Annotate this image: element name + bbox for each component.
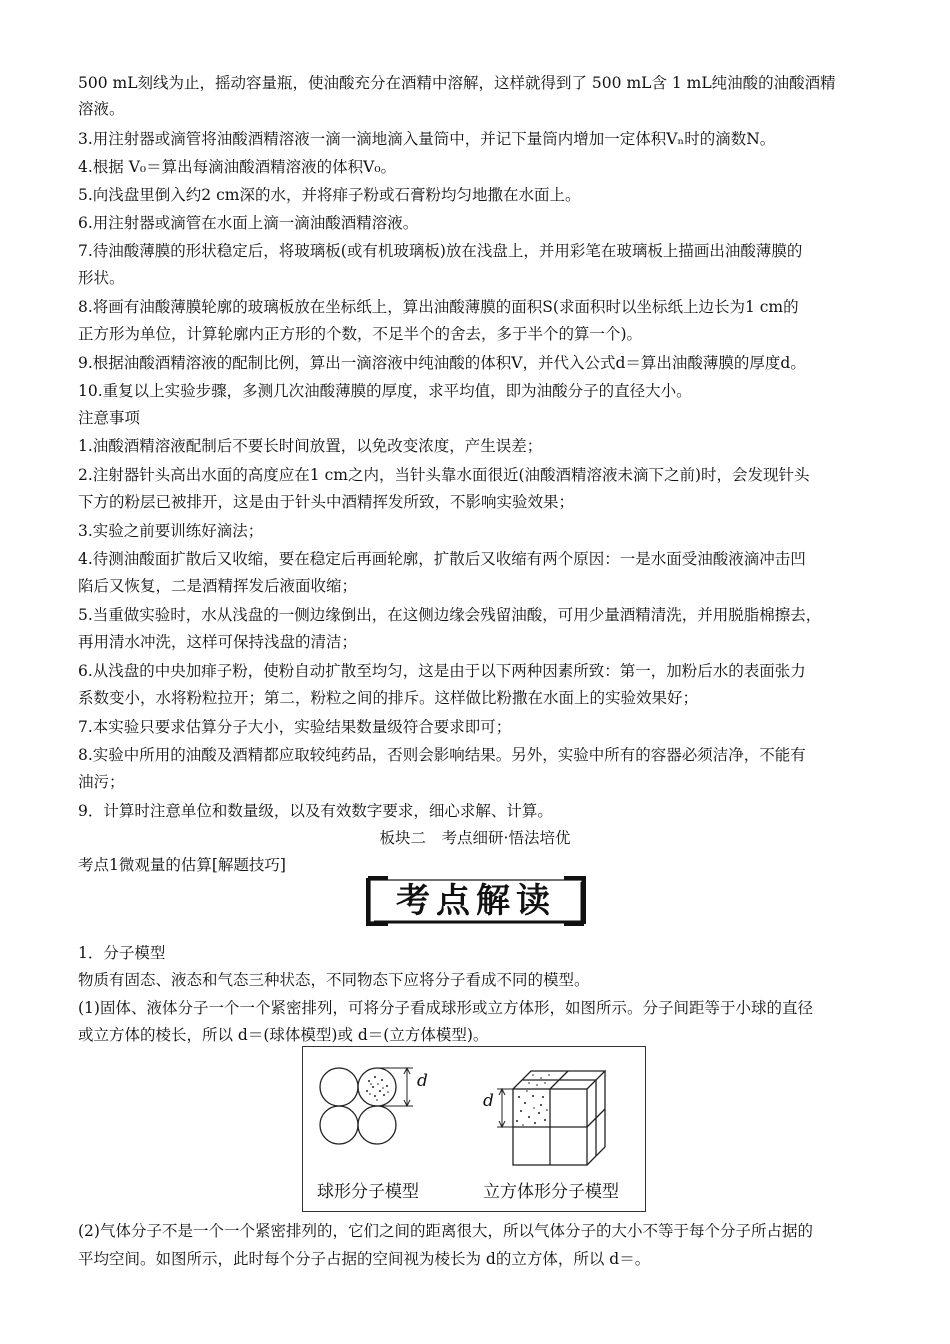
section-heading: 板块二 考点细研·悟法培优 [379, 829, 571, 847]
notes-heading: 注意事项 [78, 409, 141, 427]
banner-title: 考点解读 [396, 881, 556, 921]
caption-cube: 立方体形分子模型 [483, 1182, 619, 1202]
text-line: 或立方体的棱长，所以 d＝(球体模型)或 d＝(立方体模型)。 [78, 1026, 489, 1044]
text-line: 再用清水冲洗，这样可保持浅盘的清洁； [78, 633, 358, 651]
text-line: 7.本实验只要求估算分子大小，实验结果数量级符合要求即可； [78, 718, 512, 736]
cube-model [513, 1071, 605, 1165]
text-line: 1.油酸酒精溶液配制后不要长时间放置，以免改变浓度，产生误差； [78, 437, 543, 455]
text-line: 9．计算时注意单位和数量级，以及有效数字要求，细心求解、计算。 [78, 802, 553, 820]
text-line: 2.注射器针头高出水面的高度应在1 cm之内，当针头靠水面很近(油酸酒精溶液未滴下之前)时，会发现针头 [78, 466, 810, 484]
text-line: 4.根据 V₀＝算出每滴油酸酒精溶液的体积V₀。 [78, 158, 397, 176]
text-line: 物质有固态、液态和气态三种状态，不同物态下应将分子看成不同的模型。 [78, 971, 590, 989]
banner [366, 876, 586, 926]
text-line: 8.将画有油酸薄膜轮廓的玻璃板放在坐标纸上，算出油酸薄膜的面积S(求面积时以坐标纸上边长为1 cm的 [78, 298, 799, 316]
text-line: 系数变小，水将粉粒拉开；第二，粉粒之间的排斥。这样做比粉撒在水面上的实验效果好； [78, 689, 699, 707]
cube-dots [516, 1074, 550, 1126]
text-line: 4.待测油酸面扩散后又收缩，要在稳定后再画轮廓，扩散后又收缩有两个原因：一是水面受油酸液滴冲击凹 [78, 550, 806, 568]
text-line: 6.用注射器或滴管在水面上滴一滴油酸酒精溶液。 [78, 214, 419, 232]
text-line: 500 mL刻线为止，摇动容量瓶，使油酸充分在酒精中溶解，这样就得到了 500 mL含 1 mL纯油酸的油酸酒精 [78, 74, 836, 92]
cube-d-label: d [483, 1091, 494, 1111]
text-line: 7.待油酸薄膜的形状稳定后，将玻璃板(或有机玻璃板)放在浅盘上，并用彩笔在玻璃板上描画出油酸薄膜的 [78, 242, 803, 260]
text-line: 3.实验之前要训练好滴法； [78, 522, 264, 540]
molecule-model-figure [302, 1046, 646, 1212]
text-line: (1)固体、液体分子一个一个紧密排列，可将分子看成球形或立方体形，如图所示。分子间距等于小球的直径 [78, 999, 813, 1017]
topic-heading: 考点1微观量的估算[解题技巧] [78, 856, 286, 874]
sphere-d-label: d [417, 1071, 428, 1091]
text-line: 3.用注射器或滴管将油酸酒精溶液一滴一滴地滴入量筒中，并记下量筒内增加一定体积Vₙ时的滴数N。 [78, 130, 776, 148]
text-line: 9.根据油酸酒精溶液的配制比例，算出一滴溶液中纯油酸的体积V，并代入公式d＝算出油酸薄膜的厚度d。 [78, 354, 806, 372]
text-line: 平均空间。如图所示，此时每个分子占据的空间视为棱长为 d的立方体，所以 d＝。 [78, 1250, 651, 1268]
text-line: 5.向浅盘里倒入约2 cm深的水，并将痱子粉或石膏粉均匀地撒在水面上。 [78, 186, 581, 204]
text-line: 油污； [78, 773, 125, 791]
text-line: 10.重复以上实验步骤，多测几次油酸薄膜的厚度，求平均值，即为油酸分子的直径大小。 [78, 382, 692, 400]
sphere-dimension [377, 1068, 413, 1106]
caption-sphere: 球形分子模型 [317, 1182, 419, 1202]
cube-dimension [497, 1089, 513, 1127]
sphere-dots [366, 1076, 389, 1101]
text-line: 陷后又恢复，二是酒精挥发后液面收缩； [78, 577, 358, 595]
text-line: 形状。 [78, 269, 125, 287]
text-line: 溶液。 [78, 100, 125, 118]
text-line: 5.当重做实验时，水从浅盘的一侧边缘倒出，在这侧边缘会残留油酸，可用少量酒精清洗，并用脱脂棉擦去， [78, 606, 822, 624]
text-line: 1．分子模型 [78, 944, 166, 962]
text-line: 正方形为单位，计算轮廓内正方形的个数，不足半个的舍去，多于半个的算一个)。 [78, 325, 643, 343]
text-line: 8.实验中所用的油酸及酒精都应取较纯药品，否则会影响结果。另外，实验中所有的容器必须洁净，不能有 [78, 746, 806, 764]
text-line: 6.从浅盘的中央加痱子粉，使粉自动扩散至均匀，这是由于以下两种因素所致：第一，加粉后水的表面张力 [78, 662, 806, 680]
text-line: 下方的粉层已被排开，这是由于针头中酒精挥发所致，不影响实验效果； [78, 493, 575, 511]
text-line: (2)气体分子不是一个一个紧密排列的，它们之间的距离很大，所以气体分子的大小不等于每个分子所占据的 [78, 1222, 813, 1240]
